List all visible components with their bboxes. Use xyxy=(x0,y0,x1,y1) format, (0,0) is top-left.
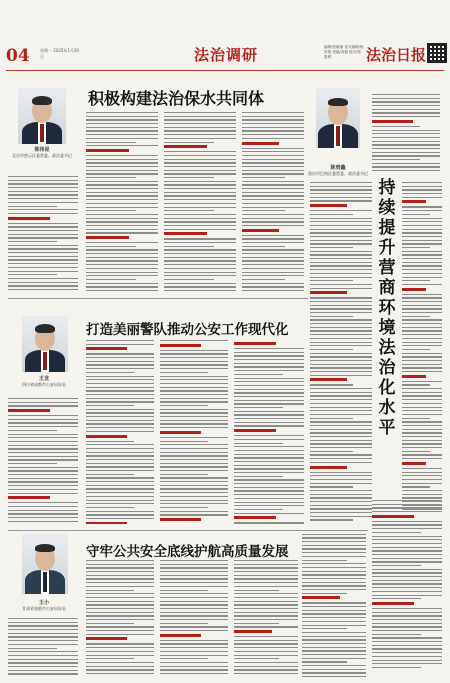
author-role: 北京市密云区委常委、政法委书记 xyxy=(12,153,72,158)
author-photo-1 xyxy=(18,88,66,144)
text-column xyxy=(86,340,154,524)
article-title-4: 守牢公共安全底线护航高质量发展 xyxy=(86,544,289,560)
author-role: 重庆市巴南区委常委、政法委书记 xyxy=(308,171,368,176)
author-photo-4 xyxy=(22,534,68,594)
text-column xyxy=(372,500,442,670)
article-title-2: 持续提升营商环境法治化水平 xyxy=(378,178,396,438)
author-name: 王龙 xyxy=(38,376,49,382)
author-caption-4 xyxy=(10,600,78,612)
page-header xyxy=(6,44,444,71)
author-name: 陈贵鑫 xyxy=(330,165,346,171)
text-column xyxy=(86,560,154,678)
text-column xyxy=(234,340,304,524)
text-column xyxy=(8,176,78,292)
newspaper-logo: 法治日报 xyxy=(366,46,427,64)
text-column xyxy=(310,182,372,522)
author-photo-2 xyxy=(316,88,360,148)
text-column xyxy=(8,618,78,678)
qr-code-icon xyxy=(427,43,447,63)
column-title: 法治调研 xyxy=(194,46,259,64)
text-column xyxy=(160,340,228,524)
author-caption-3 xyxy=(10,376,78,388)
text-column xyxy=(402,182,442,512)
editor-credits: 编辑/张晓丽 见习编辑/杨欣悦 美编/高磊 校对/张胜利 xyxy=(324,45,364,59)
author-role: 甘肃省张掖市公安局局长 xyxy=(22,606,66,611)
page-number: 04 xyxy=(6,46,30,66)
text-column xyxy=(242,112,304,292)
text-column xyxy=(8,398,78,524)
text-column xyxy=(234,560,298,678)
text-column xyxy=(160,560,228,678)
author-name: 陈伟昆 xyxy=(34,147,50,153)
author-name: 王小 xyxy=(38,600,49,606)
author-role: 四川省成都市公安局局长 xyxy=(22,382,66,387)
article-title-3: 打造美丽警队推动公安工作现代化 xyxy=(86,322,289,338)
text-column xyxy=(302,530,366,678)
text-column xyxy=(86,112,158,292)
author-caption-2 xyxy=(306,165,370,177)
text-column xyxy=(372,94,440,174)
author-caption-1 xyxy=(10,147,74,159)
text-column xyxy=(164,112,236,292)
issue-date: 星期一 2025年1月20日 xyxy=(40,48,80,59)
article-title-1: 积极构建法治保水共同体 xyxy=(88,89,265,108)
author-photo-3 xyxy=(22,316,68,372)
